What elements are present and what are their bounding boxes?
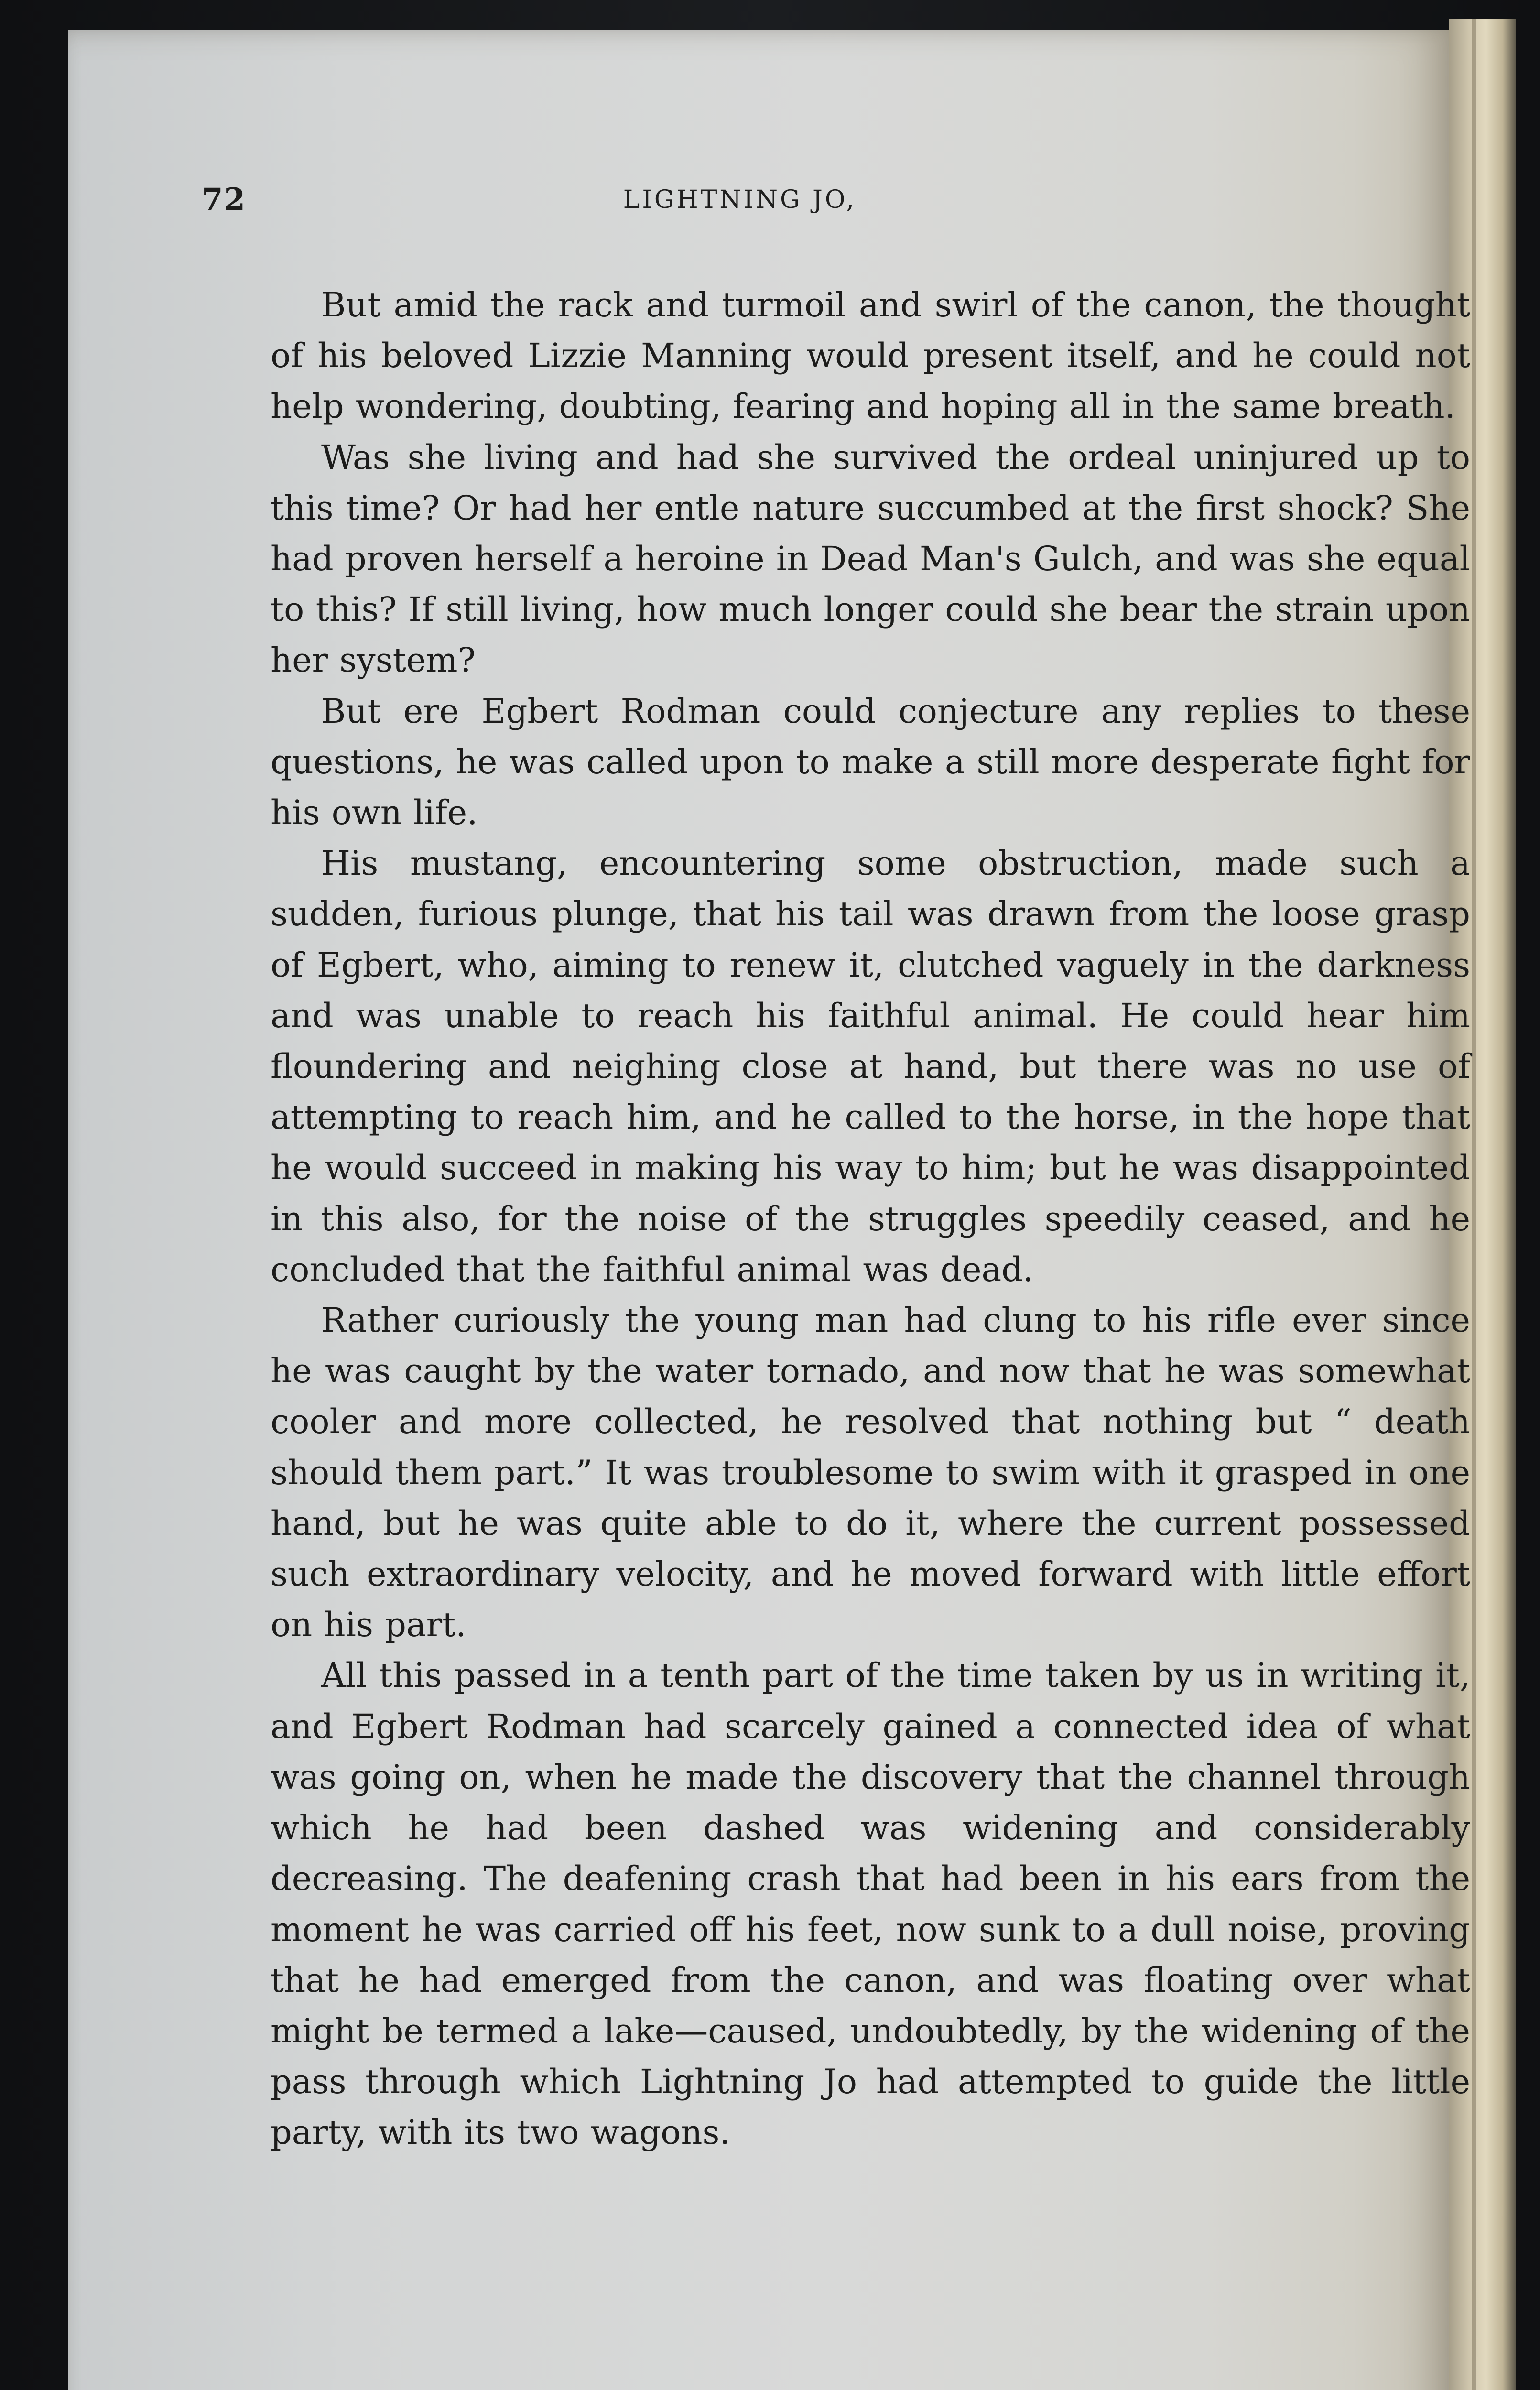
paragraph: But amid the rack and turmoil and swirl of the canon, the thought of his beloved Lizzie Manning would present itself, and he could not help wondering, doubting, fearing and hoping all in the same breath. [271, 285, 1470, 426]
paragraph: His mustang, encountering some obstruction, made such a sudden, furious plunge, that his tail was drawn from the loose grasp of Egbert, who, aiming to renew it, clutched vaguely in the darkness and was unable to reach his faithful animal. He could hear him floundering and neighing close at hand, but there was no use of attempting to reach him, and he called to the horse, in the hope that he would succeed in making his way to him; but he was disappointed in this also, for the noise of the struggles speedily ceased, and he concluded that the faithful animal was dead. [271, 844, 1470, 1289]
paragraph: But ere Egbert Rodman could conjecture any replies to these questions, he was called upon to make a still more desperate fight for his own life. [271, 691, 1470, 833]
page-number: 72 [202, 182, 247, 217]
running-head-title: LIGHTNING JO, [623, 185, 857, 214]
paragraph: Rather curiously the young man had clung to his rifle ever since he was caught by the water tornado, and now that he was somewhat cooler and more collected, he resolved that nothing but “ death should them part.” It was troublesome to swim with it grasped in one hand, but he was quite able to do it, where the current possessed such extraordinary velocity, and he moved forward with little effort on his part. [271, 1301, 1470, 1645]
running-head [202, 182, 1473, 225]
paragraph: Was she living and had she survived the ordeal uninjured up to this time? Or had her entle nature succumbed at the first shock? She had proven herself a heroine in Dead Man's Gulch, and was she equal to this? If still living, how much longer could she bear the strain upon her system? [271, 437, 1470, 680]
body-text [271, 280, 1470, 2158]
paragraph: All this passed in a tenth part of the time taken by us in writing it, and Egbert Rodman had scarcely gained a connected idea of what was going on, when he made the discovery that the channel through which he had been dashed was widening and considerably decreasing. The deafening crash that had been in his ears from the moment he was carried off his feet, now sunk to a dull noise, proving that he had emerged from the canon, and was floating over what might be termed a lake—caused, undoubtedly, by the widening of the pass through which Lightning Jo had attempted to guide the little party, with its two wagons. [271, 1656, 1470, 2152]
